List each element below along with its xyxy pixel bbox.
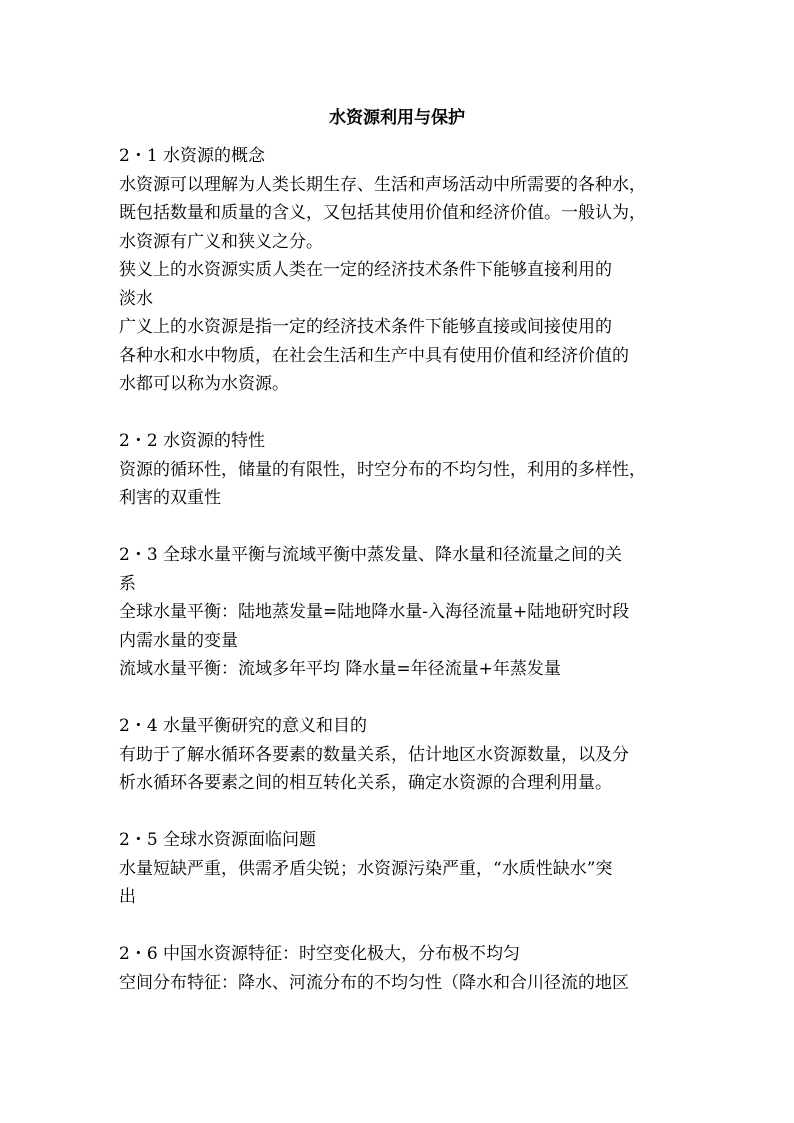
paragraph-line: 水量短缺严重，供需矛盾尖锐；水资源污染严重，“水质性缺水”突 [119, 858, 613, 879]
document-body [119, 142, 689, 997]
paragraph-line: 内需水量的变量 [119, 630, 238, 651]
paragraph-line: 利害的双重性 [119, 488, 221, 508]
paragraph-line: 水资源可以理解为人类长期生存、生活和声场活动中所需要的各种水， [119, 174, 646, 195]
paragraph-line: 出 [119, 887, 136, 907]
paragraph-line: 全球水量平衡：陆地蒸发量=陆地降水量-入海径流量+陆地研究时段 [119, 602, 630, 622]
section-2-1 [119, 142, 689, 399]
paragraph-line: 系 [119, 573, 136, 594]
paragraph-line: 各种水和水中物质，在社会生活和生产中具有使用价值和经济价值的 [119, 345, 629, 366]
blank-line [119, 684, 689, 713]
paragraph-line: 空间分布特征：降水、河流分布的不均匀性（降水和合川径流的地区 [119, 972, 629, 993]
paragraph-line: 析水循环各要素之间的相互转化关系，确定水资源的合理利用量。 [119, 773, 612, 793]
paragraph-line: 既包括数量和质量的含义，又包括其使用价值和经济价值。一般认为， [119, 203, 646, 223]
blank-line [119, 912, 689, 941]
section-2-6 [119, 940, 689, 997]
section-heading: 2・1 水资源的概念 [119, 146, 266, 166]
blank-line [119, 798, 689, 827]
section-heading: 2・2 水资源的特性 [119, 431, 266, 451]
section-2-4 [119, 712, 689, 798]
section-2-5 [119, 826, 689, 912]
paragraph-line: 狭义上的水资源实质人类在一定的经济技术条件下能够直接利用的 [119, 260, 612, 280]
blank-line [119, 513, 689, 542]
paragraph-line: 水资源有广义和狭义之分。 [119, 231, 323, 252]
section-2-2 [119, 427, 689, 513]
section-heading: 2・4 水量平衡研究的意义和目的 [119, 716, 368, 736]
paragraph-line: 淡水 [119, 288, 153, 309]
section-heading: 2・5 全球水资源面临问题 [119, 830, 317, 850]
section-2-3 [119, 541, 689, 684]
paragraph-line: 水都可以称为水资源。 [119, 374, 289, 394]
document-title: 水资源利用与保护 [329, 108, 465, 128]
paragraph-line: 有助于了解水循环各要素的数量关系，估计地区水资源数量，以及分 [119, 744, 629, 765]
paragraph-line: 广义上的水资源是指一定的经济技术条件下能够直接或间接使用的 [119, 317, 612, 337]
paragraph-line: 流域水量平衡：流域多年平均 降水量=年径流量+年蒸发量 [119, 659, 561, 679]
section-heading: 2・3 全球水量平衡与流域平衡中蒸发量、降水量和径流量之间的关 [119, 545, 623, 565]
section-heading: 2・6 中国水资源特征：时空变化极大，分布极不均匀 [119, 944, 521, 964]
blank-line [119, 399, 689, 428]
paragraph-line: 资源的循环性，储量的有限性，时空分布的不均匀性，利用的多样性， [119, 459, 646, 480]
